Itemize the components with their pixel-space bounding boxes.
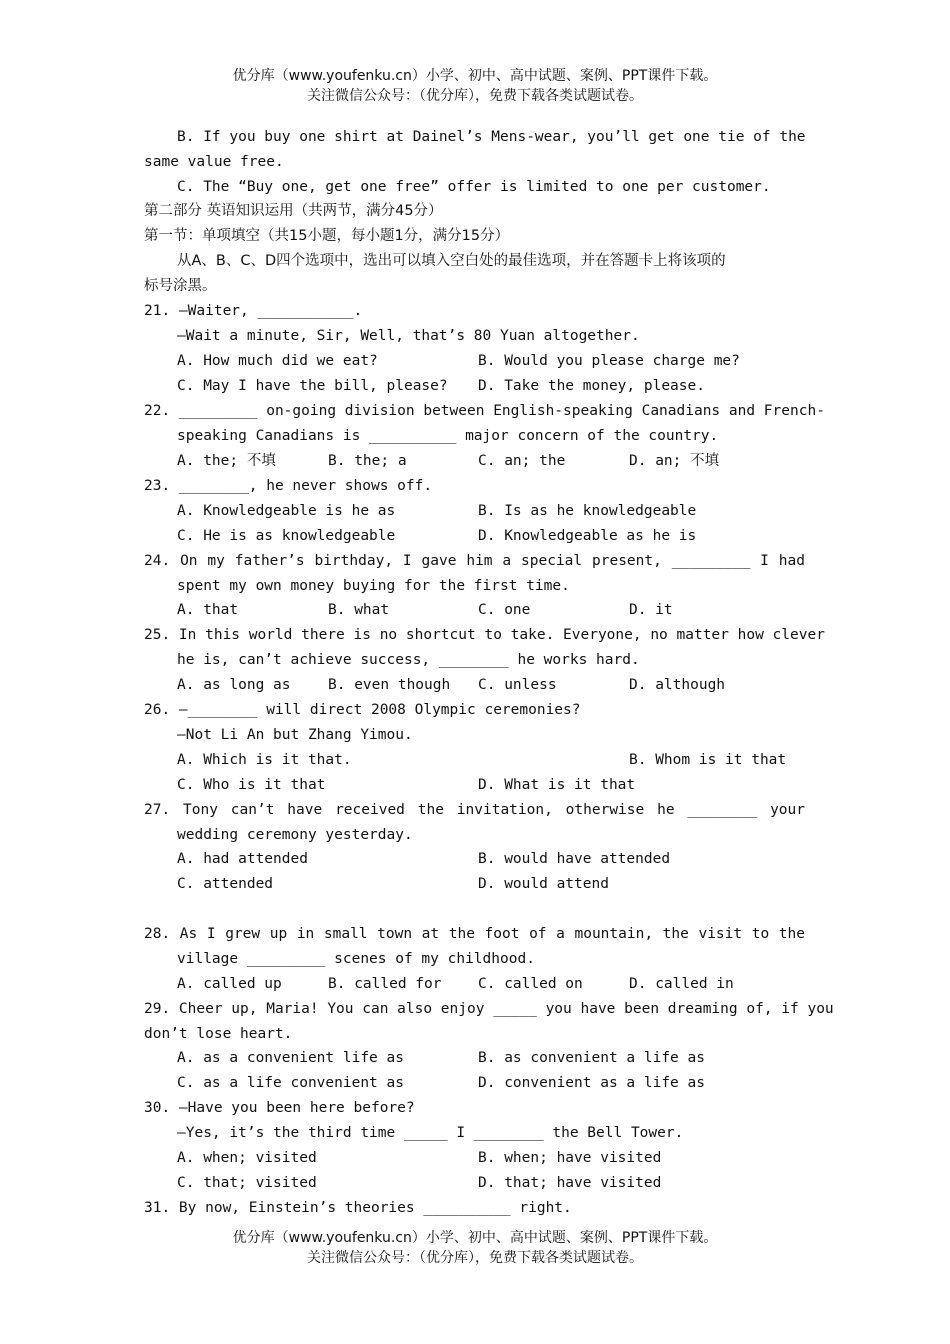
reading-option-b-line2: same value free.: [144, 154, 284, 170]
option-c: C. called on: [478, 976, 583, 992]
question-stem: wedding ceremony yesterday.: [177, 827, 413, 843]
question-stem: 29. Cheer up, Maria! You can also enjoy _____ you have been dreaming of, if you: [144, 1001, 834, 1017]
option-a: A. Which is it that.: [177, 752, 352, 768]
question-stem: he is, can’t achieve success, ________ he works hard.: [177, 652, 640, 668]
question-stem: 30. —Have you been here before?: [144, 1100, 415, 1116]
option-d: D. convenient as a life as: [478, 1075, 705, 1091]
option-d: D. that; have visited: [478, 1175, 662, 1191]
header-line-2: 关注微信公众号：（优分库），免费下载各类试题试卷。: [307, 88, 643, 104]
option-c: C. one: [478, 602, 531, 618]
option-a: A. Knowledgeable is he as: [177, 503, 396, 519]
option-d: D. Knowledgeable as he is: [478, 528, 697, 544]
option-c: C. He is as knowledgeable: [177, 528, 396, 544]
question-stem: speaking Canadians is __________ major concern of the country.: [177, 428, 719, 444]
option-a: A. as a convenient life as: [177, 1050, 404, 1066]
option-b: B. Whom is it that: [629, 752, 787, 768]
question-stem: 28. As I grew up in small town at the foot of a mountain, the visit to the: [144, 926, 805, 942]
option-a: A. that: [177, 602, 239, 618]
option-b: B. would have attended: [478, 851, 671, 867]
reading-option-c: C. The “Buy one, get one free” offer is limited to one per customer.: [177, 179, 771, 195]
option-b: B. even though: [328, 677, 451, 693]
page-footer: [0, 1228, 950, 1268]
option-d: D. it: [629, 602, 673, 618]
option-a: A. the; 不填: [177, 453, 276, 469]
option-b: B. the; a: [328, 453, 407, 469]
option-d: D. What is it that: [478, 777, 636, 793]
option-b: B. what: [328, 602, 390, 618]
option-a: A. How much did we eat?: [177, 353, 378, 369]
option-a: A. as long as: [177, 677, 291, 693]
option-c: C. attended: [177, 876, 274, 892]
header-line-1: 优分库（www.youfenku.cn）小学、初中、高中试题、案例、PPT课件下载。: [232, 68, 718, 84]
question-stem: 26. —________ will direct 2008 Olympic ceremonies?: [144, 702, 581, 718]
footer-line-1: 优分库（www.youfenku.cn）小学、初中、高中试题、案例、PPT课件下载。: [232, 1230, 718, 1246]
question-stem: 25. In this world there is no shortcut to take. Everyone, no matter how clever: [144, 627, 825, 643]
footer-line-2: 关注微信公众号：（优分库），免费下载各类试题试卷。: [307, 1250, 643, 1266]
page-header: [0, 66, 950, 106]
option-d: D. although: [629, 677, 726, 693]
question-stem: spent my own money buying for the first time.: [177, 578, 570, 594]
question-stem: 21. —Waiter, ___________.: [144, 303, 363, 319]
section-2-instruction-line2: 标号涂黑。: [144, 278, 217, 294]
question-stem: 24. On my father’s birthday, I gave him a special present, _________ I had: [144, 553, 805, 569]
option-b: B. called for: [328, 976, 442, 992]
option-a: A. had attended: [177, 851, 308, 867]
section-2-title: 第二部分 英语知识运用（共两节，满分45分）: [144, 203, 443, 219]
option-a: A. called up: [177, 976, 282, 992]
option-c: C. Who is it that: [177, 777, 326, 793]
question-stem: 31. By now, Einstein’s theories __________ right.: [144, 1200, 572, 1216]
section-2-instruction-line1: 从A、B、C、D四个选项中，选出可以填入空白处的最佳选项，并在答题卡上将该项的: [177, 253, 726, 269]
question-stem: —Not Li An but Zhang Yimou.: [177, 727, 413, 743]
section-2-subtitle: 第一节：单项填空（共15小题，每小题1分，满分15分）: [144, 228, 510, 244]
option-b: B. when; have visited: [478, 1150, 662, 1166]
option-c: C. as a life convenient as: [177, 1075, 404, 1091]
question-stem: don’t lose heart.: [144, 1026, 293, 1042]
option-c: C. unless: [478, 677, 557, 693]
question-stem: 22. _________ on-going division between English-speaking Canadians and French-: [144, 403, 825, 419]
question-stem: —Yes, it’s the third time _____ I ________ the Bell Tower.: [177, 1125, 684, 1141]
question-stem: 23. ________, he never shows off.: [144, 478, 433, 494]
option-d: D. would attend: [478, 876, 609, 892]
question-stem: —Wait a minute, Sir, Well, that’s 80 Yuan altogether.: [177, 328, 640, 344]
option-b: B. Is as he knowledgeable: [478, 503, 697, 519]
option-d: D. an; 不填: [629, 453, 720, 469]
option-b: B. as convenient a life as: [478, 1050, 705, 1066]
option-c: C. that; visited: [177, 1175, 317, 1191]
option-a: A. when; visited: [177, 1150, 317, 1166]
option-b: B. Would you please charge me?: [478, 353, 740, 369]
question-stem: 27. Tony can’t have received the invitation, otherwise he ________ your: [144, 802, 805, 818]
question-stem: village _________ scenes of my childhood.: [177, 951, 535, 967]
option-d: D. called in: [629, 976, 734, 992]
option-d: D. Take the money, please.: [478, 378, 705, 394]
reading-option-b-line1: B. If you buy one shirt at Dainel’s Mens-wear, you’ll get one tie of the: [177, 129, 806, 145]
option-c: C. May I have the bill, please?: [177, 378, 448, 394]
option-c: C. an; the: [478, 453, 566, 469]
